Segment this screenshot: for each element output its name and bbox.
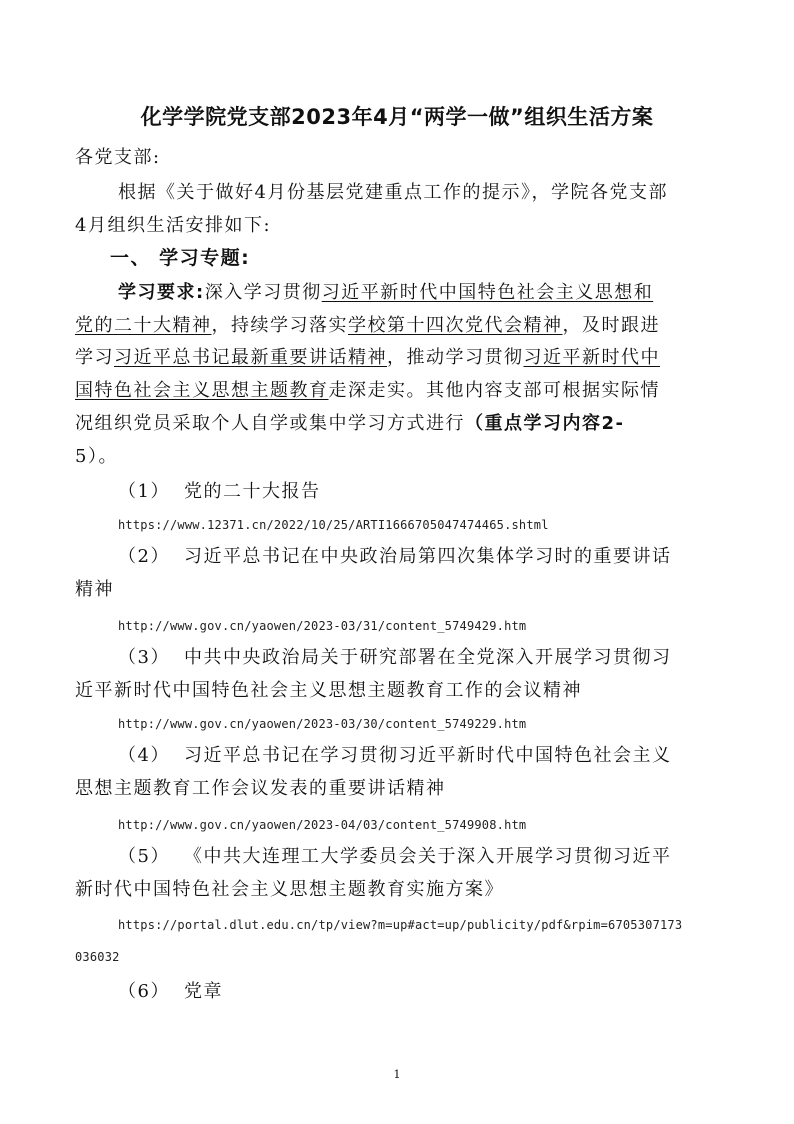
item-number: （5） <box>118 846 170 867</box>
item-number: （4） <box>118 745 170 766</box>
list-item-2 <box>118 545 768 569</box>
item-text: 习近平总书记在中央政治局第四次集体学习时的重要讲话 <box>184 546 672 567</box>
item-5-link[interactable]: https://portal.dlut.edu.cn/tp/view?m=up#act=up/publicity/pdf&rpim=6705307173 <box>118 918 683 932</box>
list-item-4-cont: 思想主题教育工作会议发表的重要讲话精神 <box>75 778 446 799</box>
underlined-text: 学校第十四次党代会精神 <box>348 315 563 336</box>
intro-line-2: 4月组织生活安排如下: <box>75 215 272 236</box>
text-span: 走深走实。其他内容支部可根据实际情 <box>328 380 660 401</box>
item-4-link[interactable]: http://www.gov.cn/yaowen/2023-04/03/content_5749908.htm <box>118 818 527 832</box>
requirement-line-2 <box>75 314 725 338</box>
underlined-text: 习近平新时代中国特色社会主义思想和 <box>321 282 654 303</box>
item-number: （1） <box>118 481 170 502</box>
item-3-link[interactable]: http://www.gov.cn/yaowen/2023-03/30/content_5749229.htm <box>118 717 527 731</box>
item-text: 党章 <box>184 981 223 1002</box>
item-text: 《中共大连理工大学委员会关于深入开展学习贯彻习近平 <box>184 846 672 867</box>
requirement-line-4 <box>75 379 725 403</box>
text-span: ，及时跟进 <box>562 315 660 336</box>
bold-text: （重点学习内容2- <box>465 413 625 434</box>
list-item-6 <box>118 980 768 1004</box>
item-5-link-cont[interactable]: 036032 <box>75 950 120 964</box>
document-title: 化学学院党支部2023年4月“两学一做”组织生活方案 <box>140 105 654 129</box>
item-number: （3） <box>118 647 170 668</box>
item-text: 习近平总书记在学习贯彻习近平新时代中国特色社会主义 <box>184 745 672 766</box>
underlined-text: 习近平新时代中 <box>523 347 660 368</box>
item-2-link[interactable]: http://www.gov.cn/yaowen/2023-03/31/content_5749429.htm <box>118 619 527 633</box>
requirement-line-1 <box>118 281 768 305</box>
section-heading-study-topics: 一、 学习专题: <box>110 247 251 269</box>
underlined-text: 习近平总书记最新重要讲话精神 <box>114 347 387 368</box>
item-1-link[interactable]: https://www.12371.cn/2022/10/25/ARTI1666705047474465.shtml <box>118 518 549 532</box>
text-span: ，推动学习贯彻 <box>387 347 524 368</box>
requirement-line-5 <box>75 412 725 436</box>
requirement-line-3 <box>75 346 725 370</box>
text-span: 深入学习贯彻 <box>204 282 322 303</box>
list-item-3-cont: 近平新时代中国特色社会主义思想主题教育工作的会议精神 <box>75 680 582 701</box>
list-item-3 <box>118 646 768 670</box>
page-number: 1 <box>393 1068 401 1081</box>
intro-line-1: 根据《关于做好4月份基层党建重点工作的提示》，学院各党支部 <box>118 182 668 203</box>
item-text: 党的二十大报告 <box>184 481 321 502</box>
list-item-2-cont: 精神 <box>75 579 114 600</box>
list-item-4 <box>118 744 768 768</box>
item-text: 中共中央政治局关于研究部署在全党深入开展学习贯彻习 <box>184 647 672 668</box>
salutation: 各党支部: <box>75 147 161 168</box>
list-item-5-cont: 新时代中国特色社会主义思想主题教育实施方案》 <box>75 879 504 900</box>
list-item-5 <box>118 845 768 869</box>
text-span: 况组织党员采取个人自学或集中学习方式进行 <box>75 413 465 434</box>
underlined-text: 国特色社会主义思想主题教育 <box>75 380 329 401</box>
requirement-label: 学习要求: <box>118 282 205 303</box>
item-number: （6） <box>118 981 170 1002</box>
text-span: ，持续学习落实 <box>211 315 348 336</box>
requirement-line-6: 5）。 <box>75 446 118 467</box>
underlined-text: 党的二十大精神 <box>75 315 212 336</box>
item-number: （2） <box>118 546 170 567</box>
text-span: 学习 <box>75 347 114 368</box>
list-item-1 <box>118 480 768 504</box>
